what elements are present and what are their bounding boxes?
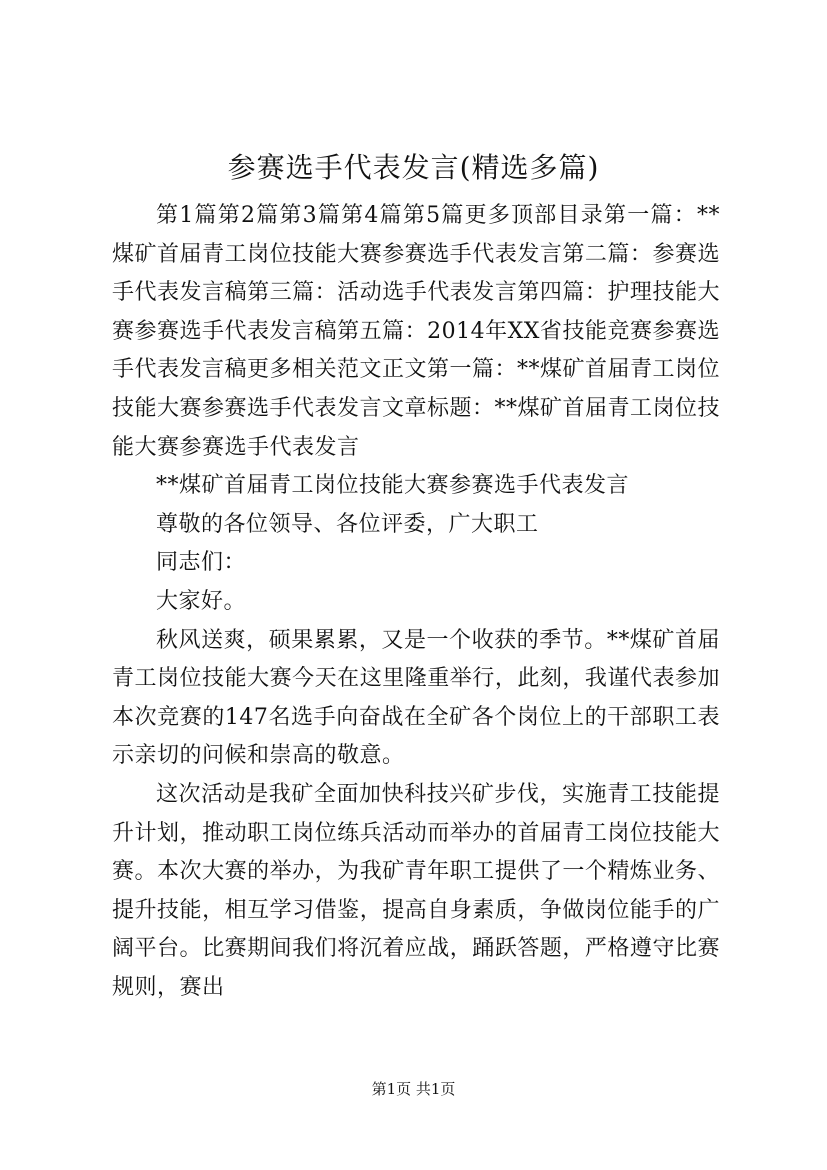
paragraph-opening: 秋风送爽，硕果累累，又是一个收获的季节。**煤矿首届青工岗位技能大赛今天在这里隆重举行，此刻，我谨代表参加本次竞赛的147名选手向奋战在全矿各个岗位上的干部职工表示亲切的问候和崇高的敬意。 <box>112 627 720 769</box>
paragraph-table-of-contents: 第1篇第2篇第3篇第4篇第5篇更多顶部目录第一篇：**煤矿首届青工岗位技能大赛参赛选手代表发言第二篇：参赛选手代表发言稿第三篇：活动选手代表发言第四篇：护理技能大赛参赛选手代表发言稿第五篇：2014年XX省技能竞赛参赛选手代表发言稿更多相关范文正文第一篇：**煤矿首届青工岗位技能大赛参赛选手代表发言文章标题：**煤矿首届青工岗位技能大赛参赛选手代表发言 <box>112 203 721 460</box>
paragraph-greeting: 大家好。 <box>156 588 247 614</box>
document-title: 参赛选手代表发言(精选多篇) <box>227 151 600 184</box>
paragraph-purpose: 这次活动是我矿全面加快科技兴矿步伐，实施青工技能提升计划，推动职工岗位练兵活动而举办的首届青工岗位技能大赛。本次大赛的举办，为我矿青年职工提供了一个精炼业务、提升技能，相互学习借鉴，提高自身素质，争做岗位能手的广阔平台。比赛期间我们将沉着应战，踊跃答题，严格遵守比赛规则，赛出 <box>112 781 720 1000</box>
paragraph-salutation: 尊敬的各位领导、各位评委，广大职工 <box>156 511 539 537</box>
paragraph-comrades: 同志们： <box>156 550 247 576</box>
document-body <box>112 197 720 1007</box>
page-footer: 第1页 共1页 <box>371 1080 456 1098</box>
paragraph-speech-heading: **煤矿首届青工岗位技能大赛参赛选手代表发言 <box>156 473 630 499</box>
